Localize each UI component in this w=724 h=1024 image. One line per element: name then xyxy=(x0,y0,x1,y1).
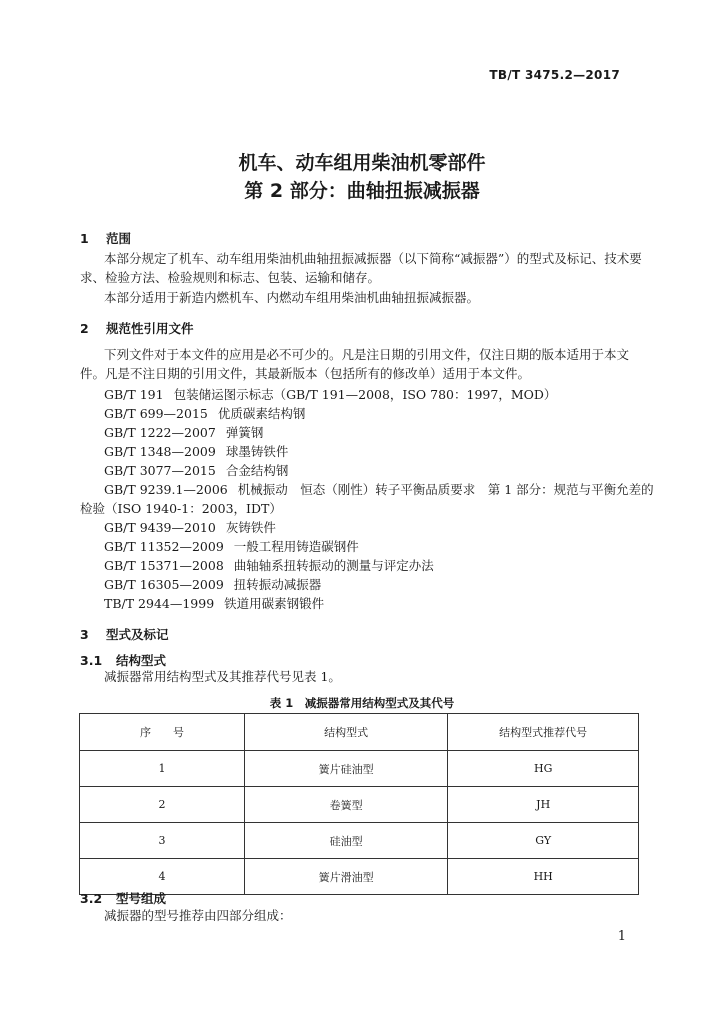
subsection-title: 型号组成 xyxy=(116,891,167,906)
scope-paragraph-line2: 求、检验方法、检验规则和标志、包装、运输和储存。 xyxy=(80,270,381,285)
document-title-line2: 第 2 部分：曲轴扭振减振器 xyxy=(244,180,480,202)
reference-item: GB/T 16305—2009 扭转振动减振器 xyxy=(104,577,322,592)
section-number: 2 xyxy=(80,321,89,336)
table-cell: JH xyxy=(448,787,639,823)
table-cell: 簧片硅油型 xyxy=(244,751,447,787)
refs-intro-line1: 下列文件对于本文件的应用是必不可少的。凡是注日期的引用文件，仅注日期的版本适用于本文 xyxy=(104,347,630,362)
section-title: 范围 xyxy=(106,231,132,246)
reference-item: GB/T 9439—2010 灰铸铁件 xyxy=(104,520,276,535)
section-number: 3 xyxy=(80,627,89,642)
section-2-heading xyxy=(80,319,194,337)
table-header-cell: 序 号 xyxy=(80,714,245,751)
reference-item: GB/T 15371—2008 曲轴轴系扭转振动的测量与评定办法 xyxy=(104,558,434,573)
section-number: 1 xyxy=(80,231,89,246)
table-1 xyxy=(79,713,639,895)
section-title: 型式及标记 xyxy=(106,627,169,642)
reference-item: GB/T 9239.1—2006 机械振动 恒态（刚性）转子平衡品质要求 第 1 部分：规范与平衡允差的 xyxy=(104,482,654,497)
scope-paragraph-line1: 本部分规定了机车、动车组用柴油机曲轴扭振减振器（以下简称“减振器”）的型式及标记、技术要 xyxy=(104,251,642,266)
subsection-number: 3.2 xyxy=(80,891,103,906)
table-cell: GY xyxy=(448,823,639,859)
scope-applicability: 本部分适用于新造内燃机车、内燃动车组用柴油机曲轴扭振减振器。 xyxy=(104,290,480,305)
table-cell: 1 xyxy=(80,751,245,787)
table-cell: 3 xyxy=(80,823,245,859)
document-title-line1: 机车、动车组用柴油机零部件 xyxy=(238,152,486,174)
section-title: 规范性引用文件 xyxy=(106,321,194,336)
table-cell: 4 xyxy=(80,859,245,895)
reference-item-continuation: 检验（ISO 1940-1：2003，IDT） xyxy=(80,501,282,516)
refs-intro-line2: 件。凡是不注日期的引用文件，其最新版本（包括所有的修改单）适用于本文件。 xyxy=(80,366,531,381)
subsection-number: 3.1 xyxy=(80,653,103,668)
reference-item: TB/T 2944—1999 铁道用碳素钢锻件 xyxy=(104,596,325,611)
table-header-cell: 结构型式 xyxy=(244,714,447,751)
table-1-caption: 表 1 减振器常用结构型式及其代号 xyxy=(269,696,455,710)
table-cell: HH xyxy=(448,859,639,895)
subsection-3-2-text: 减振器的型号推荐由四部分组成： xyxy=(104,908,292,923)
subsection-3-1-text: 减振器常用结构型式及其推荐代号见表 1。 xyxy=(104,669,341,684)
subsection-3-2-heading xyxy=(80,889,166,907)
reference-item: GB/T 1348—2009 球墨铸铁件 xyxy=(104,444,289,459)
reference-item: GB/T 3077—2015 合金结构钢 xyxy=(104,463,289,478)
reference-item: GB/T 191 包装储运图示标志（GB/T 191—2008，ISO 780：1997，MOD） xyxy=(104,387,557,402)
standard-code: TB/T 3475.2—2017 xyxy=(489,68,620,82)
reference-item: GB/T 11352—2009 一般工程用铸造碳钢件 xyxy=(104,539,359,554)
table-header-row xyxy=(80,714,639,751)
table-cell: 簧片滑油型 xyxy=(244,859,447,895)
table-row xyxy=(80,751,639,787)
table-header-cell: 结构型式推荐代号 xyxy=(448,714,639,751)
subsection-title: 结构型式 xyxy=(116,653,167,668)
subsection-3-1-heading xyxy=(80,651,166,669)
page-number: 1 xyxy=(617,929,626,944)
reference-item: GB/T 699—2015 优质碳素结构钢 xyxy=(104,406,306,421)
table-row xyxy=(80,823,639,859)
table-cell: 卷簧型 xyxy=(244,787,447,823)
reference-item: GB/T 1222—2007 弹簧钢 xyxy=(104,425,264,440)
section-1-heading xyxy=(80,229,131,247)
table-cell: HG xyxy=(448,751,639,787)
table-row xyxy=(80,787,639,823)
section-3-heading xyxy=(80,625,169,643)
table-cell: 2 xyxy=(80,787,245,823)
table-cell: 硅油型 xyxy=(244,823,447,859)
